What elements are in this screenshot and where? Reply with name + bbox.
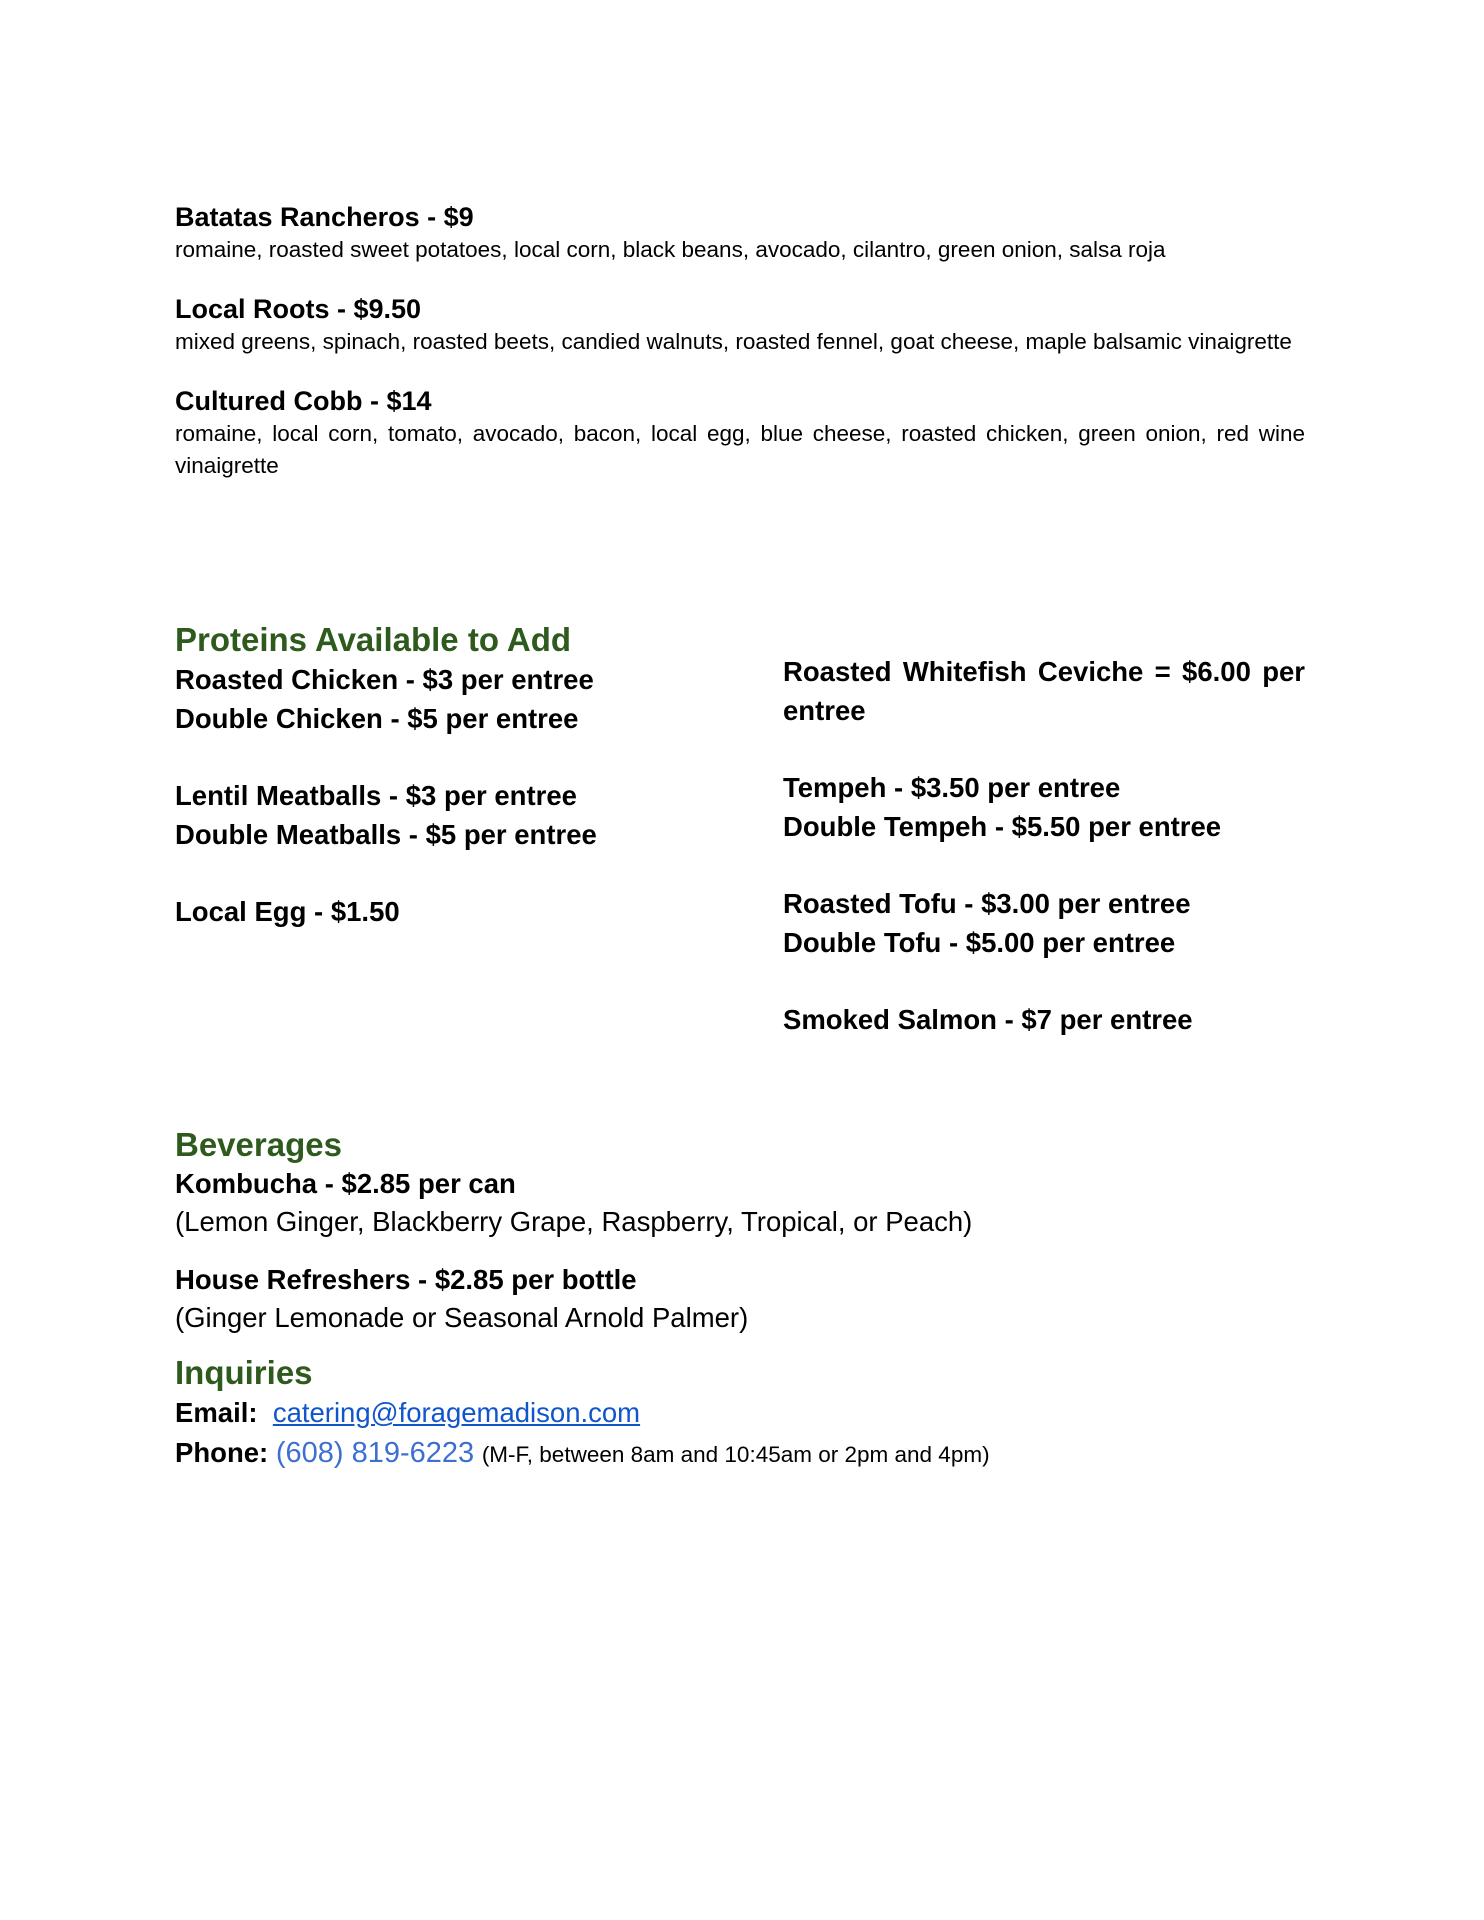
protein-roasted-tofu: Roasted Tofu - $3.00 per entree [783,888,1191,919]
beverages-section [175,1125,1305,1475]
protein-double-tempeh: Double Tempeh - $5.50 per entree [783,811,1222,842]
dish-batatas-rancheros [175,200,1305,266]
email-link[interactable]: catering@foragemadison.com [272,1397,641,1428]
proteins-left-column [175,620,735,931]
phone-hours: (M-F, between 8am and 10:45am or 2pm and 4pm) [481,1442,990,1467]
dish-local-roots [175,292,1305,358]
dish-description: romaine, local corn, tomato, avocado, bacon, local egg, blue cheese, roasted chicken, green onion, red wine vinaigrette [175,421,1305,478]
protein-lentil-meatballs: Lentil Meatballs - $3 per entree [175,780,577,811]
inquiries-heading: Inquiries [175,1354,313,1391]
protein-double-chicken: Double Chicken - $5 per entree [175,703,579,734]
dish-description: mixed greens, spinach, roasted beets, candied walnuts, roasted fennel, goat cheese, maple balsamic vinaigrette [175,329,1292,354]
email-line [175,1393,1305,1433]
email-label: Email: [175,1397,258,1428]
dish-title: Batatas Rancheros - $9 [175,202,474,232]
protein-whitefish-ceviche: Roasted Whitefish Ceviche = $6.00 per entree [783,656,1305,726]
dish-description: romaine, roasted sweet potatoes, local corn, black beans, avocado, cilantro, green onion, salsa roja [175,237,1166,262]
beverages-heading: Beverages [175,1126,342,1163]
proteins-right-column [783,652,1305,1039]
dish-title: Cultured Cobb - $14 [175,386,432,416]
proteins-section [175,620,1305,1050]
menu-page [175,200,1305,1469]
phone-line [175,1433,1305,1475]
protein-local-egg: Local Egg - $1.50 [175,896,400,927]
protein-roasted-chicken: Roasted Chicken - $3 per entree [175,664,594,695]
protein-double-meatballs: Double Meatballs - $5 per entree [175,819,597,850]
beverage-kombucha-flavors: (Lemon Ginger, Blackberry Grape, Raspberry, Tropical, or Peach) [175,1206,973,1237]
protein-double-tofu: Double Tofu - $5.00 per entree [783,927,1176,958]
phone-label: Phone: [175,1437,269,1468]
beverage-kombucha: Kombucha - $2.85 per can [175,1168,516,1199]
phone-number[interactable]: (608) 819-6223 [275,1437,475,1469]
dish-title: Local Roots - $9.50 [175,294,422,324]
beverage-refreshers-flavors: (Ginger Lemonade or Seasonal Arnold Palmer) [175,1302,749,1333]
beverage-house-refreshers: House Refreshers - $2.85 per bottle [175,1264,637,1295]
proteins-heading: Proteins Available to Add [175,621,572,658]
protein-smoked-salmon: Smoked Salmon - $7 per entree [783,1004,1193,1035]
dish-cultured-cobb [175,384,1305,482]
inquiries-section [175,1353,1305,1475]
protein-tempeh: Tempeh - $3.50 per entree [783,772,1121,803]
